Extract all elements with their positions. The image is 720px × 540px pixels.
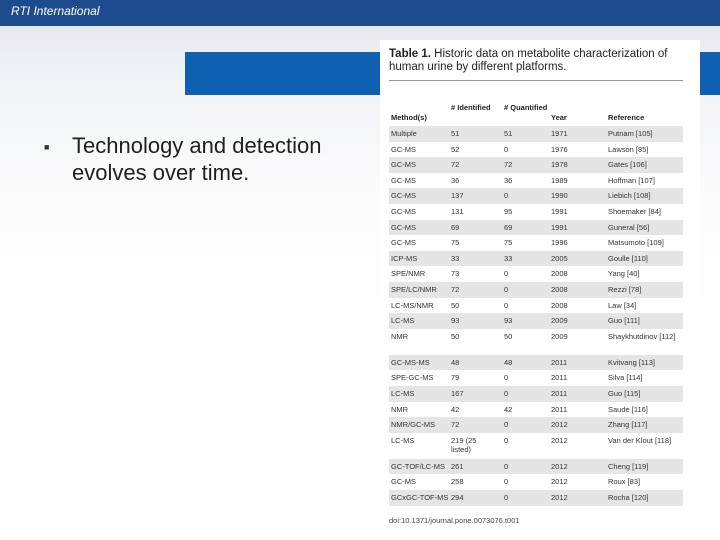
cell-quantified: 42 — [504, 404, 513, 414]
cell-method: Multiple — [391, 129, 417, 138]
table-row — [389, 173, 683, 189]
cell-reference: Van der Klout [118] — [608, 435, 672, 445]
cell-year: 2008 — [551, 300, 568, 310]
cell-method: GCxGC-TOF-MS — [391, 493, 449, 502]
cell-method: GC-MS — [391, 207, 416, 216]
cell-year: 1991 — [551, 222, 568, 232]
cell-identified: 33 — [451, 253, 460, 263]
cell-identified: 79 — [451, 373, 460, 383]
cell-reference: Lawson [85] — [608, 144, 649, 154]
cell-year: 2005 — [551, 253, 568, 263]
cell-reference: Putnam [105] — [608, 129, 653, 138]
table-row — [389, 126, 683, 142]
cell-method: LC-MS — [391, 316, 415, 326]
cell-year: 2012 — [551, 477, 568, 487]
cell-method: SPE/NMR — [391, 269, 426, 279]
cell-method: LC-MS — [391, 389, 415, 398]
cell-method: NMR/GC-MS — [391, 420, 436, 430]
cell-year: 2008 — [551, 269, 568, 279]
cell-method: NMR — [391, 404, 409, 414]
cell-identified: 72 — [451, 285, 460, 294]
cell-identified: 72 — [451, 420, 460, 430]
cell-quantified: 0 — [504, 389, 509, 398]
cell-method: GC-MS — [391, 238, 416, 248]
cell-reference: Saude [116] — [608, 404, 648, 414]
cell-identified: 51 — [451, 129, 460, 138]
table-row — [389, 459, 683, 475]
cell-identified: 167 — [451, 389, 464, 398]
cell-identified: 219 (25 listed) — [451, 435, 477, 454]
cell-method: GC-MS-MS — [391, 357, 430, 367]
cell-quantified: 0 — [504, 144, 509, 154]
cell-reference: Guo [111] — [608, 316, 640, 326]
table-row — [389, 298, 683, 314]
doi-text: doi:10.1371/journal.pone.0073076.t001 — [389, 516, 520, 525]
cell-year: 2011 — [551, 373, 568, 383]
cell-identified: 93 — [451, 316, 460, 326]
cell-reference: Cheng [119] — [608, 461, 649, 471]
cell-method: SPE/LC/NMR — [391, 285, 437, 294]
table-row — [389, 313, 683, 329]
cell-year: 2012 — [551, 435, 568, 445]
cell-year: 2012 — [551, 461, 568, 471]
cell-year: 2008 — [551, 285, 568, 294]
cell-quantified: 0 — [504, 435, 509, 445]
cell-method: ICP-MS — [391, 253, 418, 263]
cell-quantified: 51 — [504, 129, 513, 138]
cell-year: 2012 — [551, 420, 568, 430]
cell-identified: 50 — [451, 300, 460, 310]
cell-quantified: 0 — [504, 420, 509, 430]
cell-identified: 48 — [451, 357, 460, 367]
cell-method: GC-MS — [391, 222, 416, 232]
table-row — [389, 402, 683, 418]
top-bar — [0, 0, 720, 26]
cell-reference: Hoffman [107] — [608, 175, 655, 185]
cell-method: LC-MS/NMR — [391, 300, 434, 310]
cell-reference: Zhang [117] — [608, 420, 648, 430]
table-row — [389, 433, 683, 459]
table-caption-text: Historic data on metabolite characterization of human urine by different platforms. — [389, 48, 668, 73]
cell-reference: Yang [40] — [608, 269, 640, 279]
cell-year: 1996 — [551, 238, 568, 248]
table-row — [389, 474, 683, 490]
cell-quantified: 95 — [504, 207, 513, 216]
cell-quantified: 69 — [504, 222, 513, 232]
cell-identified: 72 — [451, 160, 460, 170]
cell-quantified: 0 — [504, 493, 509, 502]
table-row — [389, 266, 683, 282]
cell-reference: Liebich [108] — [608, 191, 651, 201]
cell-year: 1976 — [551, 144, 568, 154]
cell-reference: Roux [83] — [608, 477, 641, 487]
cell-year: 2011 — [551, 357, 568, 367]
table-caption — [389, 48, 689, 74]
cell-identified: 50 — [451, 331, 460, 341]
cell-quantified: 0 — [504, 285, 509, 294]
header-method: Method(s) — [391, 113, 427, 122]
cell-quantified: 93 — [504, 316, 513, 326]
table-header — [389, 100, 683, 124]
cell-year: 2009 — [551, 331, 568, 341]
cell-quantified: 0 — [504, 373, 509, 383]
cell-reference: Rezzi [78] — [608, 285, 642, 294]
cell-quantified: 0 — [504, 461, 509, 471]
caption-divider — [389, 80, 683, 81]
table-figure — [380, 40, 700, 536]
cell-year: 2011 — [551, 389, 568, 398]
cell-quantified: 50 — [504, 331, 513, 341]
table-row — [389, 142, 683, 158]
cell-method: LC-MS — [391, 435, 415, 445]
cell-reference: Law [34] — [608, 300, 637, 310]
table-row — [389, 188, 683, 204]
table-row — [389, 490, 683, 506]
cell-quantified: 48 — [504, 357, 513, 367]
table-row — [389, 220, 683, 236]
cell-identified: 36 — [451, 175, 460, 185]
cell-method: GC-MS — [391, 477, 416, 487]
cell-method: GC-MS — [391, 144, 416, 154]
cell-reference: Silva [114] — [608, 373, 643, 383]
cell-reference: Guo [115] — [608, 389, 641, 398]
cell-quantified: 36 — [504, 175, 513, 185]
header-year: Year — [551, 113, 567, 122]
cell-reference: Matsumoto [109] — [608, 238, 664, 248]
cell-year: 2012 — [551, 493, 568, 502]
cell-year: 1971 — [551, 129, 568, 138]
header-reference: Reference — [608, 113, 645, 122]
cell-year: 1978 — [551, 160, 568, 170]
cell-quantified: 0 — [504, 191, 509, 201]
table-row — [389, 204, 683, 220]
table-row — [389, 329, 683, 355]
table-row — [389, 282, 683, 298]
cell-identified: 42 — [451, 404, 460, 414]
table-row — [389, 355, 683, 371]
cell-reference: Gates [106] — [608, 160, 647, 170]
cell-reference: Rocha [120] — [608, 493, 649, 502]
header-identified: # Identified — [451, 103, 491, 112]
cell-identified: 52 — [451, 144, 460, 154]
cell-method: SPE-GC-MS — [391, 373, 434, 383]
table-row — [389, 370, 683, 386]
bullet-square-icon: ■ — [44, 142, 50, 152]
cell-identified: 261 — [451, 461, 464, 471]
cell-method: GC-MS — [391, 191, 416, 201]
cell-reference: Goulle [110] — [608, 253, 648, 263]
cell-identified: 75 — [451, 238, 460, 248]
cell-quantified: 75 — [504, 238, 513, 248]
cell-identified: 137 — [451, 191, 464, 201]
cell-quantified: 72 — [504, 160, 513, 170]
cell-identified: 131 — [451, 207, 464, 216]
cell-reference: Kvitvang [113] — [608, 357, 655, 367]
cell-reference: Guneral [56] — [608, 222, 650, 232]
cell-year: 1990 — [551, 191, 568, 201]
cell-identified: 73 — [451, 269, 460, 279]
cell-reference: Shoemaker [84] — [608, 207, 661, 216]
cell-year: 2009 — [551, 316, 568, 326]
cell-year: 2011 — [551, 404, 568, 414]
cell-identified: 69 — [451, 222, 460, 232]
cell-identified: 294 — [451, 493, 464, 502]
table-row — [389, 157, 683, 173]
header-quantified: # Quantified — [504, 103, 548, 112]
table-row — [389, 251, 683, 267]
brand-label: RTI International — [11, 4, 100, 18]
table-row — [389, 235, 683, 251]
cell-method: GC-MS — [391, 175, 416, 185]
cell-identified: 258 — [451, 477, 464, 487]
cell-quantified: 0 — [504, 300, 509, 310]
cell-method: GC-TOF/LC-MS — [391, 461, 446, 471]
cell-reference: Shaykhutdinov [112] — [608, 331, 676, 341]
bullet-text: Technology and detection evolves over time. — [72, 133, 322, 185]
cell-quantified: 33 — [504, 253, 513, 263]
table-row — [389, 417, 683, 433]
cell-quantified: 0 — [504, 477, 509, 487]
cell-method: NMR — [391, 331, 409, 341]
table-label: Table 1. — [389, 48, 431, 60]
cell-year: 1989 — [551, 175, 568, 185]
table-row — [389, 386, 683, 402]
cell-year: 1991 — [551, 207, 568, 216]
cell-method: GC-MS — [391, 160, 416, 170]
cell-quantified: 0 — [504, 269, 509, 279]
